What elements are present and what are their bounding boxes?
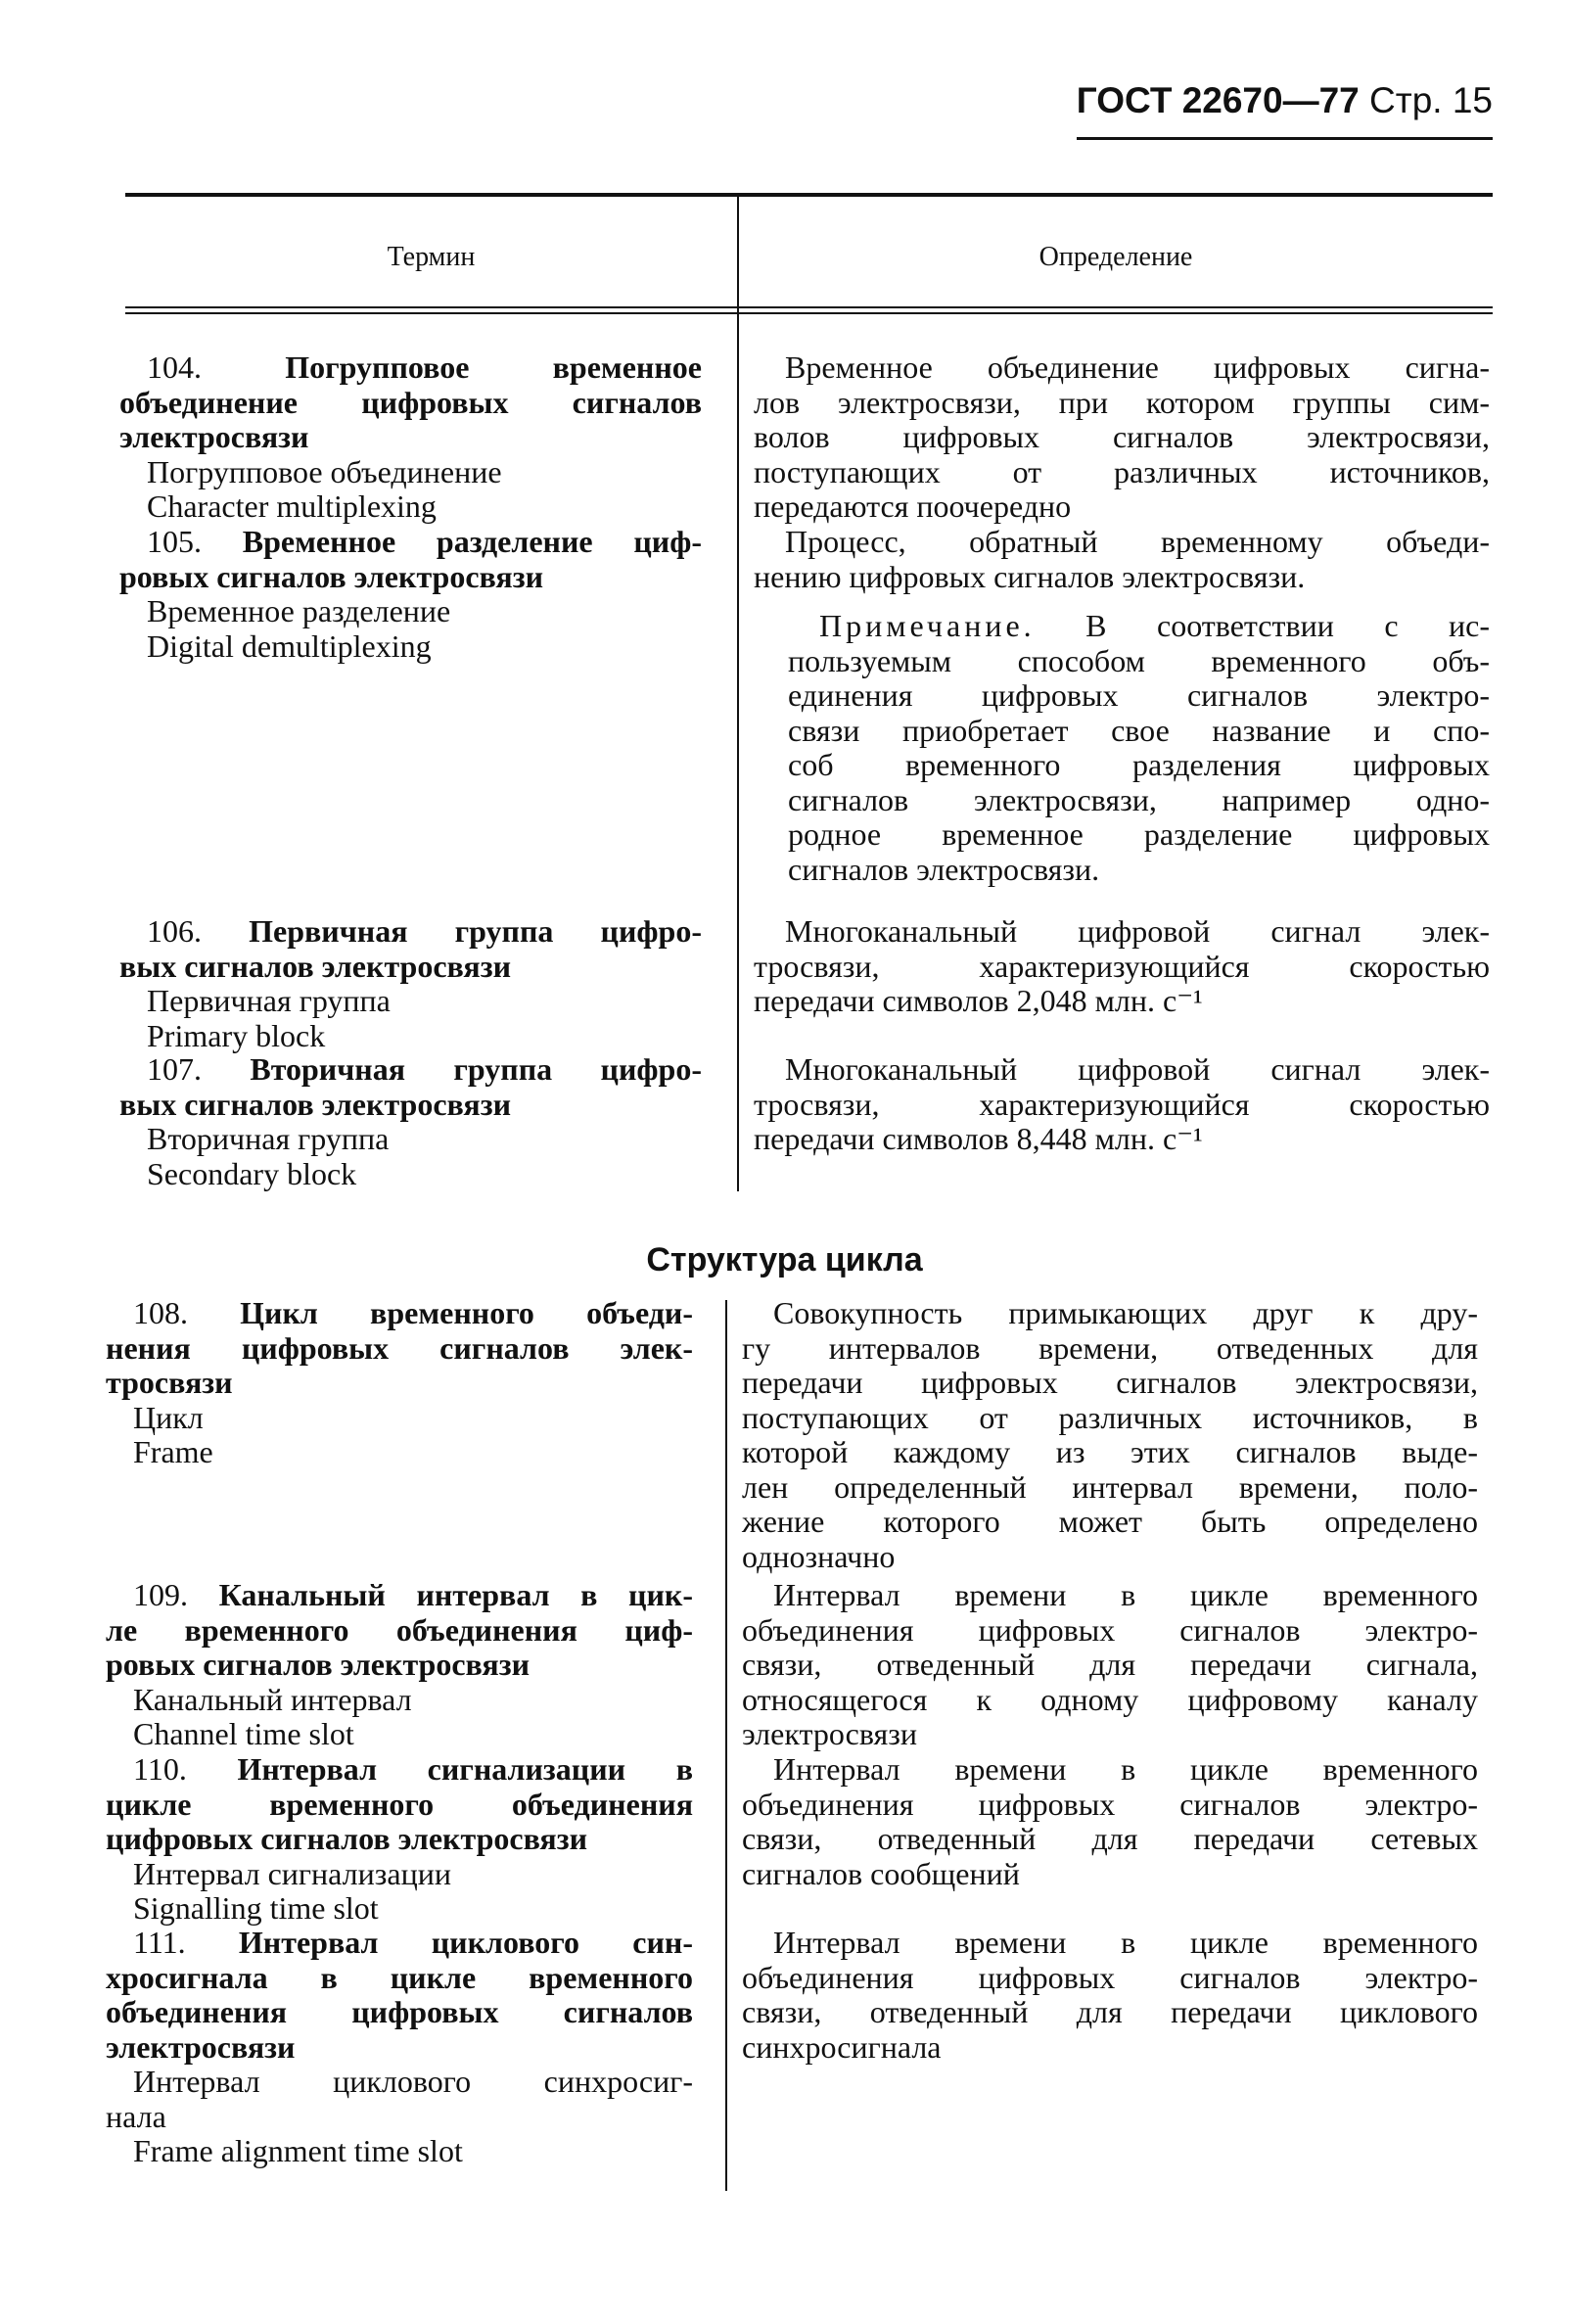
term-synonym: нала: [106, 2098, 166, 2134]
term-synonym: Погрупповое объединение: [147, 453, 502, 489]
definition-106: [754, 914, 1490, 1019]
definition-line: Интервал времени в цикле временного: [773, 1925, 1478, 1960]
term-title-line: [106, 1578, 693, 1613]
term-foreign: Primary block: [147, 1017, 326, 1053]
term-foreign: Channel time slot: [133, 1716, 354, 1751]
definition-line: электросвязи: [742, 1716, 917, 1751]
term-title-line: электросвязи: [119, 419, 309, 454]
term-title-line: хросигнала в цикле временного: [106, 1959, 693, 1995]
definition-line: гу интервалов времени, отведенных для: [742, 1329, 1478, 1366]
definition-line: связи, отведенный для передачи сигнала,: [742, 1647, 1478, 1682]
definition-108: [742, 1296, 1478, 1574]
definition-line: жение которого может быть определено: [742, 1504, 1478, 1539]
definition-109: [742, 1578, 1478, 1752]
definition-line: Многоканальный цифровой сигнал элек-: [785, 913, 1490, 949]
definition-line: Процесс, обратный временному объеди-: [785, 524, 1490, 559]
term-foreign: Secondary block: [147, 1155, 357, 1191]
definition-110: [742, 1752, 1478, 1891]
term-title-line: [119, 525, 702, 560]
term-title-line: цифровых сигналов электросвязи: [106, 1821, 588, 1856]
note-line: соб временного разделения цифровых: [788, 747, 1490, 782]
term-108: [106, 1296, 693, 1470]
definition-line: которой каждому из этих сигналов выде-: [742, 1434, 1478, 1469]
definition-111: [742, 1926, 1478, 2065]
term-title-text: Интервал сигнализации в: [237, 1751, 694, 1787]
definition-line: передаются поочередно: [754, 488, 1072, 524]
term-number: 107.: [147, 1051, 251, 1087]
term-106: [119, 914, 702, 1053]
term-109: [106, 1578, 693, 1752]
term-title-line: вых сигналов электросвязи: [119, 1086, 512, 1122]
term-104: [119, 350, 702, 525]
definition-line: передачи цифровых сигналов электросвязи,: [742, 1365, 1478, 1400]
definition-104: [754, 350, 1490, 525]
definition-line: тросвязи, характеризующийся скоростью: [754, 1086, 1490, 1122]
term-title-text: Временное разделение циф-: [242, 524, 702, 559]
definition-line: Интервал времени в цикле временного: [773, 1577, 1478, 1612]
term-105: [119, 525, 702, 664]
term-foreign: Frame: [133, 1434, 213, 1469]
term-title-line: [106, 1296, 693, 1331]
term-foreign: Frame alignment time slot: [133, 2133, 463, 2168]
term-title-text: Погрупповое временное: [285, 349, 702, 385]
column-header-definition: Определение: [1038, 242, 1193, 272]
note-105: [788, 609, 1490, 887]
term-title-line: ровых сигналов электросвязи: [106, 1647, 531, 1682]
definition-line: нению цифровых сигналов электросвязи.: [754, 558, 1306, 594]
term-foreign: Digital demultiplexing: [147, 627, 432, 664]
definition-line: связи, отведенный для передачи сетевых: [742, 1821, 1478, 1856]
definition-line: объединения цифровых сигналов электро-: [742, 1611, 1478, 1648]
definition-105: [754, 525, 1490, 594]
column-header-term: Термин: [387, 242, 476, 272]
definition-line: поступающих от различных источников, в: [742, 1399, 1478, 1435]
term-title-line: ле временного объединения циф-: [106, 1611, 693, 1648]
definition-line: лен определенный интервал времени, поло-: [742, 1468, 1478, 1505]
header-rule: [1077, 137, 1493, 140]
term-title-line: [106, 1752, 693, 1788]
term-title-line: цикле временного объединения: [106, 1786, 693, 1822]
table-top-rule: [125, 193, 1493, 197]
term-title-line: электросвязи: [106, 2028, 296, 2065]
term-synonym: Канальный интервал: [133, 1681, 412, 1717]
definition-line: сигналов сообщений: [742, 1855, 1020, 1891]
definition-line: Временное объединение цифровых сигна-: [785, 349, 1490, 385]
term-107: [119, 1052, 702, 1191]
note-line: связи приобретает свое название и спо-: [788, 712, 1490, 748]
term-title-line: объединения цифровых сигналов: [106, 1994, 693, 2029]
term-title-line: [119, 1052, 702, 1088]
definition-line: относящегося к одному цифровому каналу: [742, 1681, 1478, 1717]
term-title-line: [106, 1926, 693, 1961]
term-title-text: Вторичная группа цифро-: [250, 1051, 702, 1087]
term-number: 105.: [147, 524, 243, 559]
term-title-line: тросвязи: [106, 1365, 233, 1400]
note-line: пользуемым способом временного объ-: [788, 642, 1490, 678]
definition-line: волов цифровых сигналов электросвязи,: [754, 419, 1490, 454]
definition-line: поступающих от различных источников,: [754, 453, 1490, 489]
term-title-line: вых сигналов электросвязи: [119, 948, 512, 984]
term-number: 108.: [133, 1295, 241, 1330]
definition-line: лов электросвязи, при котором группы сим-: [754, 384, 1490, 420]
table-header-rule: [125, 306, 1493, 308]
definition-line: Интервал времени в цикле временного: [773, 1751, 1478, 1787]
table-header-rule-double: [125, 312, 1493, 314]
term-foreign: Character multiplexing: [147, 488, 437, 524]
term-title-text: Интервал циклового син-: [238, 1925, 694, 1960]
page-header: [1077, 80, 1493, 121]
term-number: 104.: [147, 349, 286, 385]
term-number: 111.: [133, 1925, 239, 1960]
standard-number: ГОСТ 22670—77: [1076, 80, 1360, 120]
term-title-line: нения цифровых сигналов элек-: [106, 1329, 693, 1366]
definition-line: Совокупность примыкающих друг к дру-: [773, 1295, 1478, 1330]
term-number: 109.: [133, 1577, 219, 1612]
definition-line: передачи символов 2,048 млн. с⁻¹: [754, 983, 1203, 1018]
term-synonym: Первичная группа: [147, 983, 391, 1018]
term-title-line: ровых сигналов электросвязи: [119, 558, 544, 594]
term-synonym: Интервал сигнализации: [133, 1855, 451, 1891]
column-divider-bottom: [725, 1300, 727, 2191]
term-synonym: Цикл: [133, 1399, 204, 1435]
column-divider-top: [737, 196, 739, 1191]
definition-line: объединения цифровых сигналов электро-: [742, 1959, 1478, 1995]
term-title-line: [119, 914, 702, 950]
term-title-text: Канальный интервал в цик-: [218, 1577, 694, 1612]
definition-107: [754, 1052, 1490, 1157]
page-number: Стр. 15: [1369, 80, 1493, 120]
term-foreign: Signalling time slot: [133, 1890, 379, 1926]
note-text: В соответствии с ис-: [1085, 608, 1491, 643]
term-111: [106, 1926, 693, 2169]
definition-line: синхросигнала: [742, 2028, 942, 2065]
definition-line: связи, отведенный для передачи циклового: [742, 1994, 1478, 2029]
section-title: Структура цикла: [646, 1241, 923, 1278]
definition-line: однозначно: [742, 1538, 896, 1574]
definition-line: тросвязи, характеризующийся скоростью: [754, 948, 1490, 984]
note-line: родное временное разделение цифровых: [788, 816, 1490, 852]
term-title-text: Цикл временного объеди-: [240, 1295, 693, 1330]
note-label: Примечание.: [819, 608, 1036, 643]
term-number: 110.: [133, 1751, 238, 1787]
note-line: сигналов электросвязи.: [788, 851, 1100, 887]
definition-line: передачи символов 8,448 млн. с⁻¹: [754, 1121, 1203, 1156]
term-title-text: Первичная группа цифро-: [249, 913, 703, 949]
term-synonym: Временное разделение: [147, 593, 451, 628]
definition-line: объединения цифровых сигналов электро-: [742, 1786, 1478, 1822]
term-synonym: Вторичная группа: [147, 1121, 390, 1156]
term-number: 106.: [147, 913, 250, 949]
note-line: единения цифровых сигналов электро-: [788, 677, 1490, 713]
definition-line: Многоканальный цифровой сигнал элек-: [785, 1051, 1490, 1087]
term-110: [106, 1752, 693, 1927]
note-line: сигналов электросвязи, например одно-: [788, 781, 1490, 817]
term-synonym: Интервал циклового синхросиг-: [133, 2064, 693, 2099]
term-title-line: объединение цифровых сигналов: [119, 384, 702, 420]
